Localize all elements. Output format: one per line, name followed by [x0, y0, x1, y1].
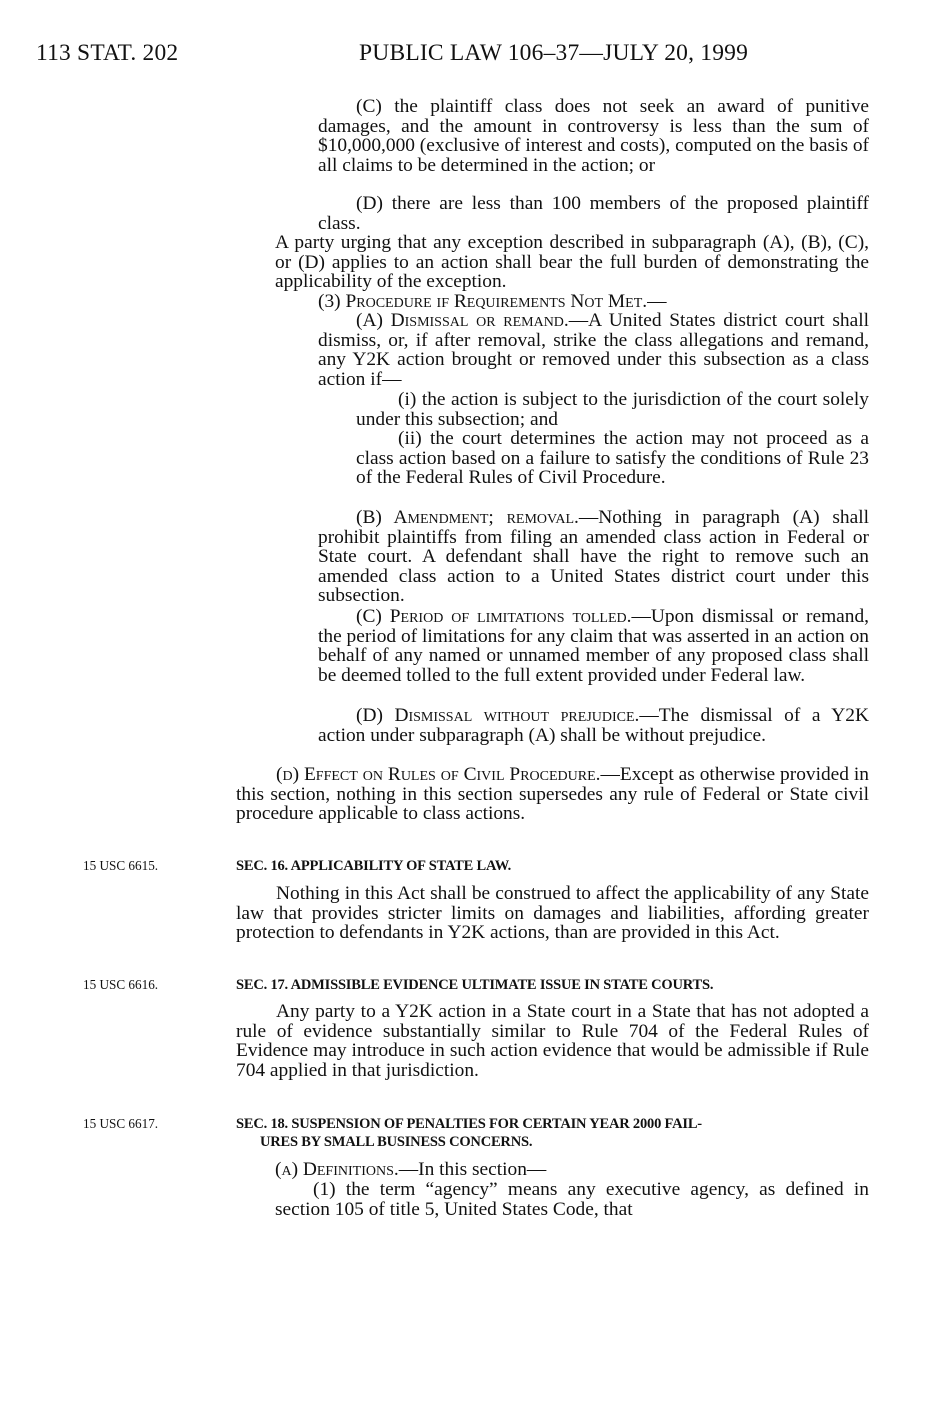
paragraph-3b	[318, 508, 869, 606]
clause-3a-i: (i) the action is subject to the jurisdiction of the court solely under this subsection; and	[356, 389, 869, 430]
sec18-definition-1: (1) the term “agency” means any executive agency, as defined in section 105 of title 5, United States Code, that	[275, 1179, 869, 1220]
paragraph-c: (C) the plaintiff class does not seek an award of punitive damages, and the amount in controversy is less than the sum of $10,000,000 (exclusive of interest and costs), computed on the basis of all claims to be determined in the action; or	[318, 96, 869, 176]
paragraph-3a	[318, 311, 869, 389]
paragraph-3c	[318, 607, 869, 685]
paragraph-3a-text: —A United States district court shall dismiss, or, if after removal, strike the class allegations and remand, any Y2K action brought or removed under this subsection as a class action if—	[318, 310, 869, 390]
sec17-text: Any party to a Y2K action in a State court in a State that has not adopted a rule of evidence substantially similar to Rule 704 of the Federal Rules of Evidence may introduce in such action evidence that would be admissible if Rule 704 applied in that jurisdiction.	[236, 1001, 869, 1081]
subsection-d	[236, 765, 869, 824]
paragraph-3d	[318, 706, 869, 745]
paragraph-3a-heading: (A) Dismissal or remand.	[356, 310, 569, 331]
law-title: PUBLIC LAW 106–37—JULY 20, 1999	[359, 40, 749, 66]
subsection-d-text: —Except as otherwise provided in this section, nothing in this section supersedes any rule of Federal or State civil procedure applicable to class actions.	[236, 764, 869, 824]
clause-3a-ii: (ii) the court determines the action may not proceed as a class action based on a failure to satisfy the conditions of Rule 23 of the Federal Rules of Civil Procedure.	[356, 428, 869, 488]
margin-note-sec17: 15 USC 6616.	[83, 977, 159, 992]
sec18-heading-line2: URES BY SMALL BUSINESS CONCERNS.	[260, 1134, 533, 1150]
paragraph-3d-text: —The dismissal of a Y2K action under subparagraph (A) shall be without prejudice.	[318, 705, 870, 746]
sec16-text: Nothing in this Act shall be construed to affect the applicability of any State law that provides stricter limits on damages and liabilities, affording greater protection to defendants in Y2K actions, than are provided in this Act.	[236, 883, 869, 943]
stat-page-number: 113 STAT. 202	[36, 40, 179, 66]
subsection-d-heading: (d) Effect on Rules of Civil Procedure.	[276, 764, 601, 785]
paragraph-3b-heading: (B) Amendment; removal.	[356, 507, 579, 528]
paragraph-d: (D) there are less than 100 members of the proposed plaintiff class.	[318, 193, 869, 234]
margin-note-sec18: 15 USC 6617.	[83, 1116, 159, 1131]
sec18-definitions	[275, 1160, 869, 1180]
margin-note-sec16: 15 USC 6615.	[83, 858, 159, 873]
burden-paragraph: A party urging that any exception described in subparagraph (A), (B), (C), or (D) applies to an action shall bear the full burden of demonstrating the applicability of the exception.	[275, 232, 869, 292]
paragraph-3b-text: —Nothing in paragraph (A) shall prohibit plaintiffs from filing an amended class action in Federal or State court. A defendant shall have the right to remove such an amended class action to a United States district court under this subsection.	[318, 507, 869, 606]
paragraph-3c-text: —Upon dismissal or remand, the period of limitations for any claim that was asserted in an action on behalf of any named or unnamed member of any proposed class shall be deemed tolled to the full extent provided under Federal law.	[318, 606, 870, 686]
sec16-heading: SEC. 16. APPLICABILITY OF STATE LAW.	[236, 858, 512, 874]
sec18-definitions-text: —In this section—	[398, 1159, 547, 1180]
page-header	[36, 40, 907, 80]
paragraph-3d-heading: (D) Dismissal without prejudice.	[356, 705, 640, 726]
sec18-heading-line1: SEC. 18. SUSPENSION OF PENALTIES FOR CERTAIN YEAR 2000 FAIL-	[236, 1116, 702, 1132]
paragraph-3-heading-text: (3) Procedure if Requirements Not Met.—	[318, 291, 667, 312]
sec18-definitions-heading: (a) Definitions.	[275, 1159, 399, 1180]
sec17-heading: SEC. 17. ADMISSIBLE EVIDENCE ULTIMATE ISSUE IN STATE COURTS.	[236, 977, 714, 993]
paragraph-3-heading	[318, 292, 869, 312]
paragraph-3c-heading: (C) Period of limitations tolled.	[356, 606, 632, 627]
